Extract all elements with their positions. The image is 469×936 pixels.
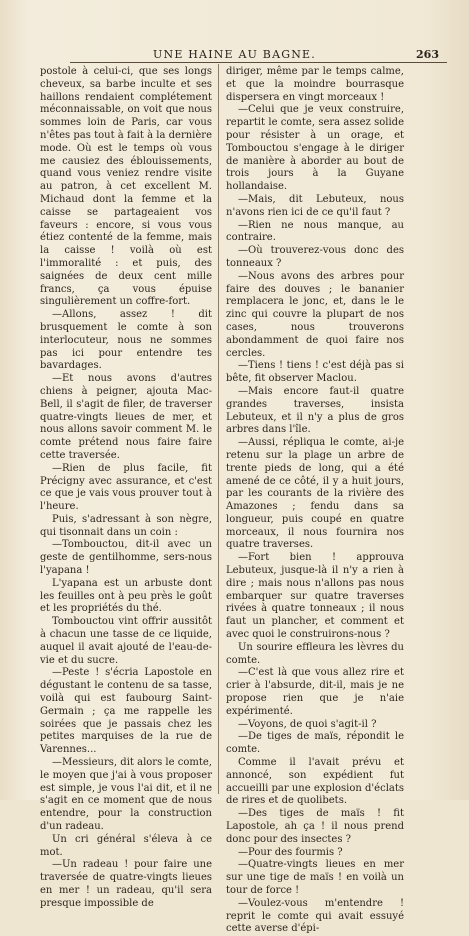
paragraph: —Tiens ! tiens ! c'est déjà pas si bête, fit observer Maclou.	[226, 360, 404, 385]
paragraph: —Voyons, de quoi s'agit-il ?	[238, 718, 377, 730]
paragraph: diriger, même par le temps calme, et que la moindre bourrasque dispersera en vingt morceaux !	[226, 66, 404, 103]
paragraph: —Fort bien ! approuva Lebuteux, jusque-là il n'y a rien à dire ; mais nous n'allons pas nous embarquer sur quatre traverses rivées à quatre tonneaux ; il nous faut un plancher, et comment et avec quoi le construirons-nous ?	[226, 552, 404, 641]
paragraph: —Peste ! s'écria Lapostole en dégustant le contenu de sa tasse, voilà qui est faubourg Saint-Germain ; ça me rappelle les soirées que je passais chez les petites marquises de la rue de Varennes...	[40, 667, 212, 756]
column-divider	[218, 64, 219, 794]
paragraph: Un sourire effleura les lèvres du comte.	[226, 641, 404, 666]
left-column	[40, 66, 212, 911]
paragraph: —Voulez-vous m'entendre ! reprit le comte qui avait essuyé cette averse d'épi-	[226, 897, 404, 935]
paragraph: —Rien ne nous manque, au contraire.	[226, 219, 404, 244]
paragraph: —Allons, assez ! dit brusquement le comte à son interlocuteur, nous ne sommes pas ici pour entendre tes bavardages.	[40, 309, 212, 372]
paragraph: —Mais encore faut-il quatre grandes traverses, insista Lebuteux, et il n'y a plus de gros arbres dans l'île.	[226, 385, 404, 436]
header-rule	[70, 62, 447, 63]
paragraph: —Des tiges de maïs ! fit Lapostole, ah ça ! il nous prend donc pour des insectes ?	[226, 808, 404, 845]
paragraph: —Où trouverez-vous donc des tonneaux ?	[226, 245, 404, 269]
paragraph: Comme il l'avait prévu et annoncé, son expédient fut accueilli par une explosion d'éclats de rires et de quolibets.	[226, 757, 404, 807]
paragraph: Puis, s'adressant à son nègre, qui tisonnait dans un coin :	[40, 513, 212, 538]
paragraph: —Un radeau ! pour faire une traversée de quatre-vingts lieues en mer ! un radeau, qu'il sera presque impossible de	[40, 859, 212, 909]
paragraph: —Aussi, répliqua le comte, ai-je retenu sur la plage un arbre de trente pieds de long, qui a été amené de ce côté, il y a huit jours, par les courants de la rivière des Amazones ; fendu dans sa longueur, puis coupé en quatre morceaux, il nous fournira nos quatre traverses.	[226, 437, 404, 551]
paragraph: —Pour des fourmis ?	[238, 846, 343, 858]
paragraph: —Celui que je veux construire, repartit le comte, sera assez solide pour résister à un orage, et Tombouctou s'engage à le diriger de manière à aborder au bout de trois jours à la Guyane hollandaise.	[226, 104, 404, 193]
paragraph: L'yapana est un arbuste dont les feuilles ont à peu près le goût et les propriétés du thé.	[40, 577, 212, 615]
paragraph: —Tombouctou, dit-il avec un geste de gentilhomme, sers-nous l'yapana !	[40, 539, 212, 577]
paragraph: —Mais, dit Lebuteux, nous n'avons rien ici de ce qu'il faut ?	[226, 193, 404, 218]
paragraph: Tombouctou vint offrir aussitôt à chacun une tasse de ce liquide, auquel il avait ajouté de l'eau-de-vie et du sucre.	[40, 616, 212, 666]
paragraph: Un cri général s'éleva à ce mot.	[40, 833, 212, 858]
paragraph: —Rien de plus facile, fit Précigny avec assurance, et c'est ce que je vais vous prouver tout à l'heure.	[40, 462, 212, 513]
running-title: UNE HAINE AU BAGNE.	[153, 48, 316, 61]
paragraph: postole à celui-ci, que ses longs cheveux, sa barbe inculte et ses haillons rendaient complétement méconnaissable, on voit que nous sommes loin de Paris, car vous n'êtes pas tout à fait à la dernière mode. Où est le temps où vous me causiez des éblouissements, quand vous veniez rendre visite au patron, à cet excellent M. Michaud dont la femme et la caisse se partageaient vos faveurs : encore, si vous vous étiez contenté de la femme, mais la caisse ! voilà où est l'immoralité : et puis, des saignées de deux cent mille francs, ça vous épuise singulièrement un coffre-fort.	[40, 66, 212, 308]
paragraph: —C'est là que vous allez rire et crier à l'absurde, dit-il, mais je ne propose rien que je n'aie expérimenté.	[226, 667, 404, 717]
paragraph: —Nous avons des arbres pour faire des douves ; le bananier remplacera le jonc, et, dans le le zinc qui couvre la plupart de nos cases, nous trouverons abondamment de quoi faire nos cercles.	[226, 270, 404, 359]
paragraph: —Et nous avons d'autres chiens à peigner, ajouta Mac-Bell, il s'agit de filer, de traverser quatre-vingts lieues de mer, et nous allons savoir comment M. le comte prétend nous faire faire cette traversée.	[40, 373, 212, 461]
paragraph: —Messieurs, dit alors le comte, le moyen que j'ai à vous proposer est simple, je vous l'ai dit, et il ne s'agit en ce moment que de nous entendre, pour la construction d'un radeau.	[40, 757, 212, 833]
right-column	[226, 66, 404, 936]
paragraph: —De tiges de maïs, répondit le comte.	[226, 731, 404, 756]
paragraph: —Quatre-vingts lieues en mer sur une tige de maïs ! en voilà un tour de force !	[226, 859, 404, 896]
page-number: 263	[416, 48, 439, 61]
